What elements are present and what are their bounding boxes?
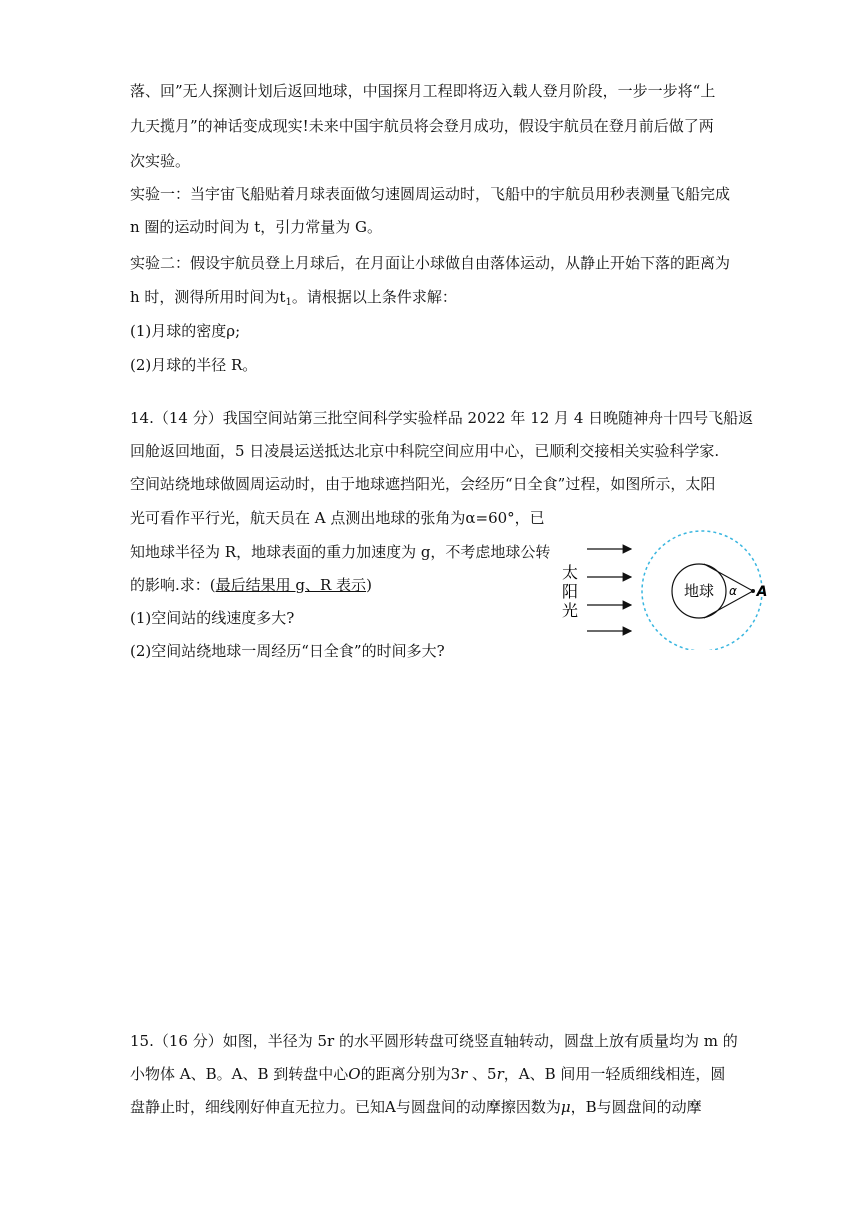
q13-line-7-text: h 时，测得所用时间为t <box>130 288 286 306</box>
q14-part-1: (1)空间站的线速度多大? <box>130 609 295 627</box>
angle-alpha-label: α <box>729 584 737 598</box>
q13-line-5: n 圈的运动时间为 t，引力常量为 G。 <box>130 218 382 236</box>
q15-line-2-text: 小物体 A、B。A、B 到转盘中心 <box>130 1065 349 1083</box>
q14-line-4: 光可看作平行光，航天员在 A 点测出地球的张角为α=60°，已 <box>130 509 545 527</box>
q14-line-6-tail: ) <box>366 576 372 594</box>
result-format-note: 最后结果用 g、R 表示 <box>215 576 367 594</box>
q13-part-1: (1)月球的密度ρ; <box>130 322 241 340</box>
q15-line-2 <box>130 1064 725 1084</box>
q13-line-2: 九天揽月”的神话变成现实!未来中国宇航员将会登月成功，假设宇航员在登月前后做了两 <box>130 117 714 135</box>
sun-label-2: 阳 <box>561 582 579 601</box>
center-o-symbol: O <box>348 1065 361 1083</box>
q14-line-6-text: 的影响.求：( <box>130 576 216 594</box>
eclipse-figure <box>555 530 785 650</box>
r-symbol: r <box>460 1065 468 1083</box>
mu-symbol: μ <box>560 1098 571 1116</box>
q15-line-2-mid: 的距离分别为3 <box>360 1065 461 1083</box>
q13-line-4: 实验一：当宇宙飞船贴着月球表面做匀速圆周运动时，飞船中的宇航员用秒表测量飞船完成 <box>130 185 731 203</box>
q13-line-3: 次实验。 <box>130 152 191 170</box>
point-a-label: A <box>756 584 768 600</box>
q14-line-1: 14.（14 分）我国空间站第三批空间科学实验样品 2022 年 12 月 4 日晚随神舟十四号飞船返 <box>130 409 754 427</box>
q13-line-7-tail: 。请根据以上条件求解： <box>291 288 457 306</box>
q13-line-6: 实验二：假设宇航员登上月球后，在月面让小球做自由落体运动，从静止开始下落的距离为 <box>130 254 731 272</box>
sunlight-arrows <box>587 549 631 631</box>
sun-label-3: 光 <box>561 601 579 620</box>
t1-subscript: 1 <box>285 297 292 308</box>
q15-line-3 <box>130 1097 702 1117</box>
q14-line-3: 空间站绕地球做圆周运动时，由于地球遮挡阳光，会经历“日全食”过程，如图所示，太阳 <box>130 475 716 493</box>
q14-line-2: 回舱返回地面，5 日凌晨运送抵达北京中科院空间应用中心，已顺利交接相关实验科学家. <box>130 442 720 460</box>
q13-part-2: (2)月球的半径 R。 <box>130 356 258 374</box>
r-symbol: r <box>496 1065 504 1083</box>
point-a-dot <box>751 589 755 593</box>
q13-line-1: 落、回”无人探测计划后返回地球，中国探月工程即将迈入载人登月阶段，一步一步将“上 <box>130 82 716 100</box>
sun-label-1: 太 <box>561 563 579 582</box>
q15-line-3-text: 盘静止时，细线刚好伸直无拉力。已知A与圆盘间的动摩擦因数为 <box>130 1098 561 1116</box>
q13-line-7 <box>130 287 457 313</box>
q14-line-5: 知地球半径为 R，地球表面的重力加速度为 g，不考虑地球公转 <box>130 543 551 561</box>
q15-line-2-sep: 、5 <box>467 1065 497 1083</box>
earth-label: 地球 <box>683 582 715 600</box>
q15-line-3-tail: ，B与圆盘间的动摩 <box>570 1098 702 1116</box>
q14-line-6 <box>130 575 372 595</box>
q14-part-2: (2)空间站绕地球一周经历“日全食”的时间多大? <box>130 642 445 660</box>
q15-line-2-tail: ，A、B 间用一轻质细线相连，圆 <box>503 1065 726 1083</box>
q15-line-1: 15.（16 分）如图，半径为 5r 的水平圆形转盘可绕竖直轴转动，圆盘上放有质量均为 m 的 <box>130 1032 738 1050</box>
